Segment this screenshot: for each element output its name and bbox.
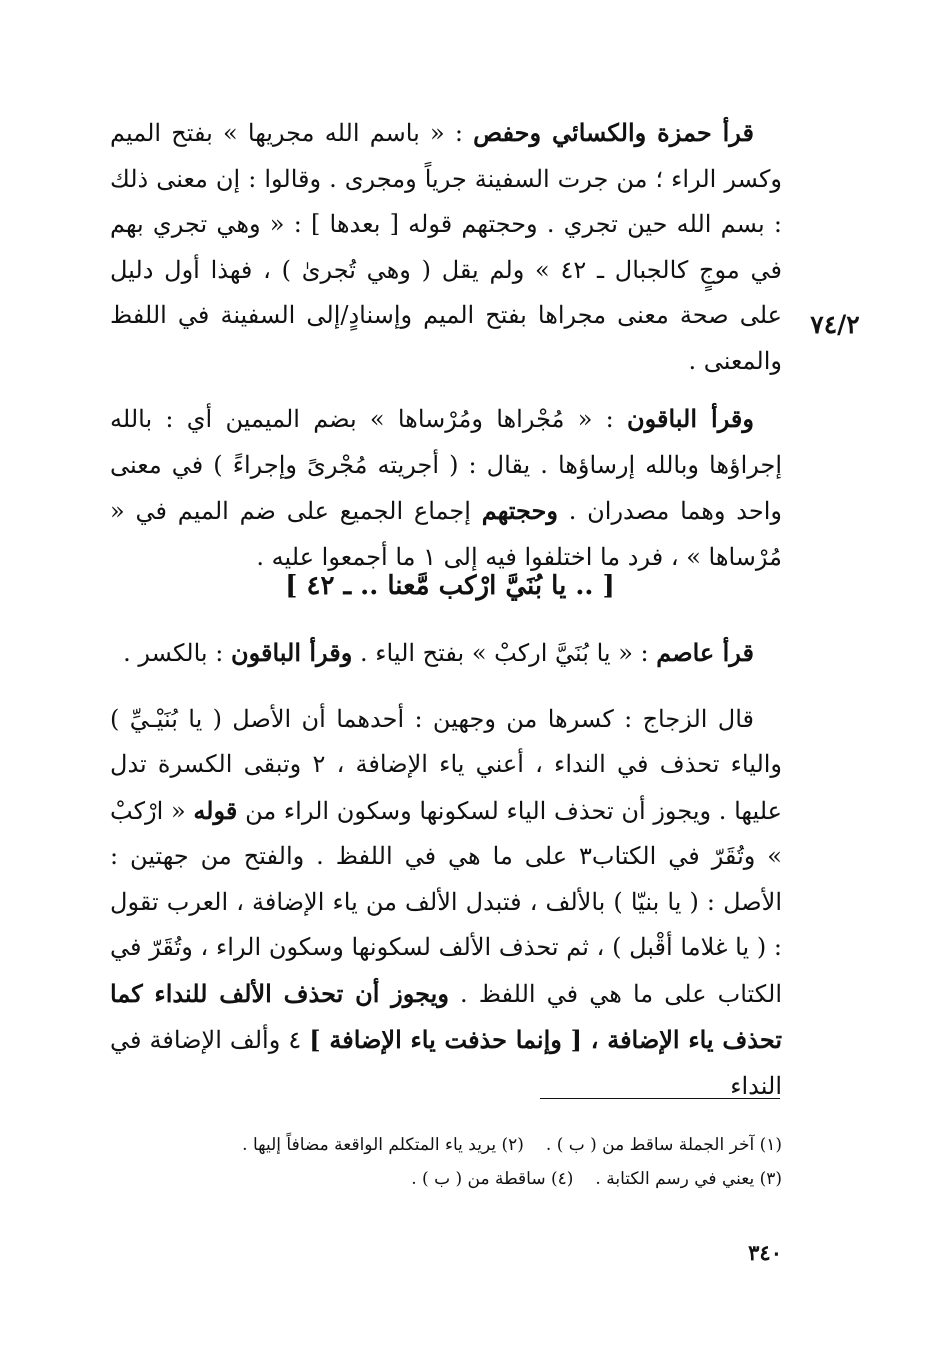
- argument-lead: وحجتهم: [481, 496, 558, 525]
- paragraph-text: : « باسم الله مجريها » بفتح الميم وكسر الراء ؛ من جرت السفينة جرياً ومجرى . وقالوا : إن معنى ذلك : بسم الله حين تجري . وحجتهم قوله [ بعدها ] : « وهي تجري بهم في موجٍ كالجبال ـ ٤٢ » ولم يقل ( وهي تُجرىٰ ) ، فهذا أول دليل على صحة معنى مجراها بفتح الميم وإسنادٍ/إلى السفينة في اللفظ والمعنى .: [110, 119, 782, 375]
- paragraph-text: : « مُجْراها ومُرْساها » بضم الميمين أي : بالله إجراؤها وبالله إرساؤها . يقال : ( أجريته مُجْرىً وإجراءً ) في معنى واحد وهما مصدران .: [110, 405, 782, 525]
- reciters-lead: وقرأ الباقون: [627, 404, 754, 433]
- footnote-4: (٤) ساقطة من ( ب ) .: [411, 1169, 574, 1189]
- verse-heading: [ .. يا بُنَيَّ ارْكب مَّعنا .. ـ ٤٢ ]: [285, 571, 615, 601]
- paragraph-asim: [110, 630, 782, 677]
- reciters-lead: قرأ عاصم: [656, 638, 754, 667]
- paragraph-text: : بالكسر .: [123, 639, 224, 667]
- paragraph-text: : « يا بُنَيَّ اركبْ » بفتح الياء .: [359, 639, 649, 667]
- reciters-lead: وقرأ الباقون: [230, 638, 353, 667]
- footnote-3: (٣) يعني في رسم الكتابة .: [595, 1169, 782, 1189]
- paragraph-zajjaj: [110, 697, 782, 1110]
- footnote-row: [112, 1162, 782, 1196]
- footnote-row: [112, 1128, 782, 1162]
- paragraph-text: قال الزجاج : كسرها من وجهين : أحدهما أن الأصل ( يا بُنَيْـيِّ ) والياء تحذف في النداء ، أعني ياء الإضافة ، ٢ وتبقى الكسرة تدل عليها . ويجوز أن تحذف الياء لسكونها وسكون الراء من: [110, 704, 783, 825]
- section-two: [110, 630, 782, 1109]
- paragraph-baqun: [110, 396, 782, 580]
- footnote-separator: [540, 1098, 780, 1099]
- margin-manuscript-reference: ٧٤/٢: [810, 310, 860, 339]
- footnote-1: (١) آخر الجملة ساقط من ( ب ) .: [545, 1135, 782, 1155]
- emphasis-text: ويجوز أن تحذف الألف للنداء كما تحذف ياء الإضافة ، [ وإنما حذفت ياء الإضافة ]: [110, 978, 783, 1054]
- footnote-2: (٢) يريد ياء المتكلم الواقعة مضافاً إليها .: [242, 1135, 524, 1155]
- reciters-lead: قرأ حمزة والكسائي وحفص: [473, 118, 754, 147]
- page-number: ٣٤٠: [748, 1240, 782, 1265]
- paragraph-text: « ارْكبْ » وتُقَرّ في الكتاب٣ على ما هي في اللفظ . والفتح من جهتين : الأصل : ( يا بنيّا ) بالألف ، فتبدل الألف من ياء الإضافة ، العرب تقول : ( يا غلاما أقْبل ) ، ثم تحذف الألف لسكونها وسكون الراء ، وتُقَرّ في الكتاب على ما هي في اللفظ .: [110, 796, 782, 1008]
- footnotes: [112, 1128, 782, 1196]
- paragraph-text: ٤ وألف الإضافة في النداء: [110, 1026, 782, 1100]
- paragraph-text: إجماع الجميع على ضم الميم في « مُرْساها » ، فرد ما اختلفوا فيه إلى ١ ما أجمعوا عليه .: [110, 497, 782, 571]
- paragraph-hamza-kisai-hafs: [110, 110, 782, 384]
- section-one: [110, 110, 782, 580]
- emphasis-text: قوله: [193, 795, 238, 825]
